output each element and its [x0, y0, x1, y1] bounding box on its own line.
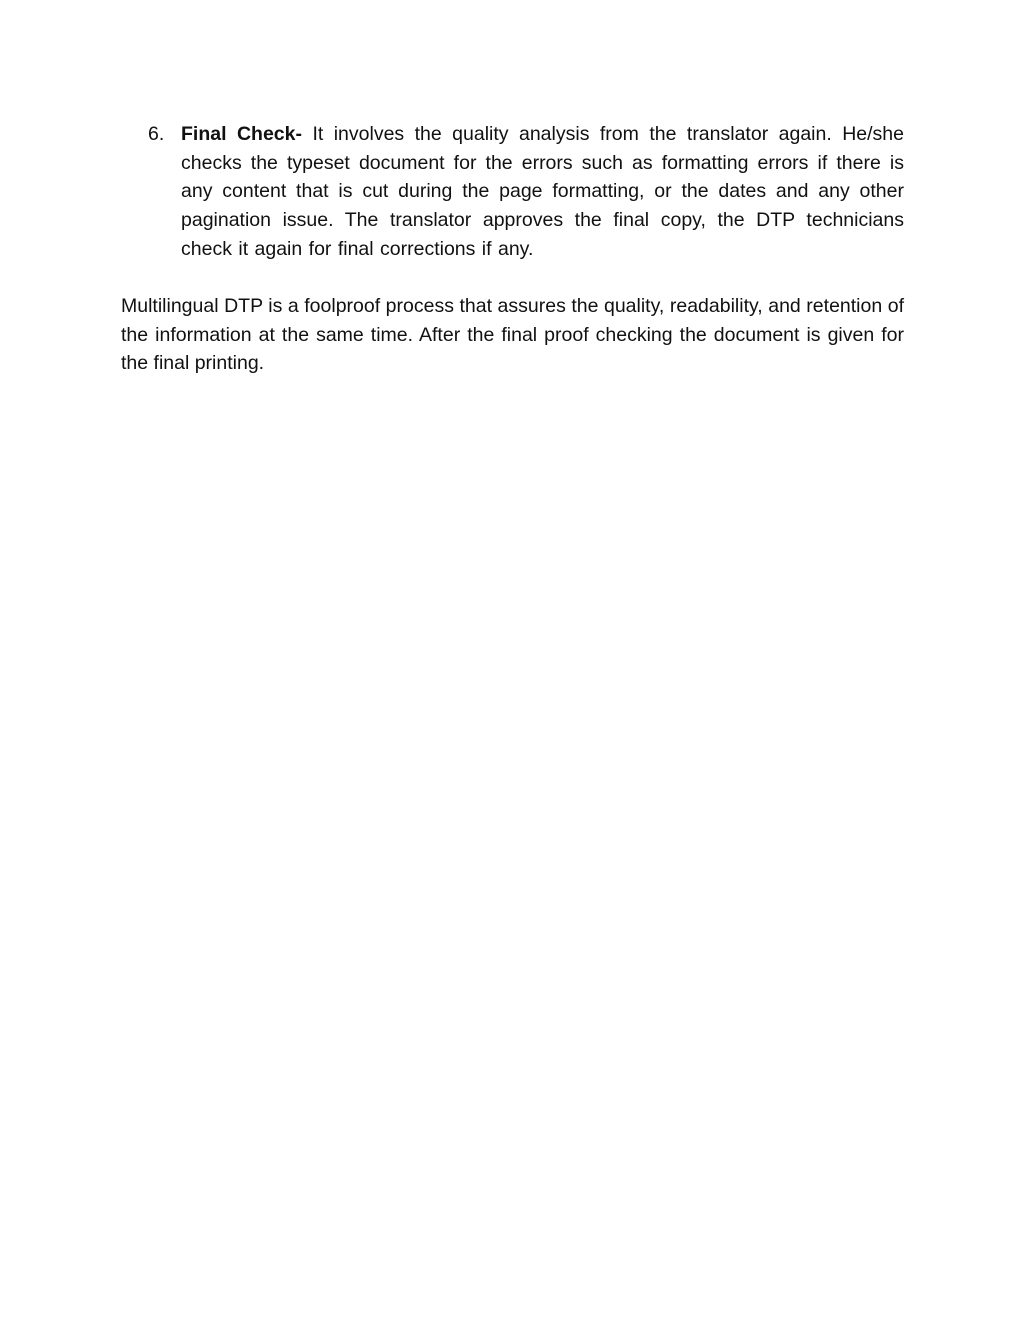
- list-item-text: It involves the quality analysis from the translator again. He/she checks the typeset document for the errors such as formatting errors if there is any content that is cut during the page formatting, or the dates and any other pagination issue. The translator approves the final copy, the DTP technicians check it again for final corrections if any.: [181, 123, 904, 260]
- list-item-body: [181, 120, 904, 264]
- list-item-final-check: [148, 120, 904, 264]
- list-item-number: 6.: [148, 123, 165, 145]
- summary-paragraph: Multilingual DTP is a foolproof process that assures the quality, readability, and retention of the information at the same time. After the final proof checking the document is given for the final printing.: [121, 295, 904, 375]
- list-item-term: Final Check-: [181, 123, 313, 145]
